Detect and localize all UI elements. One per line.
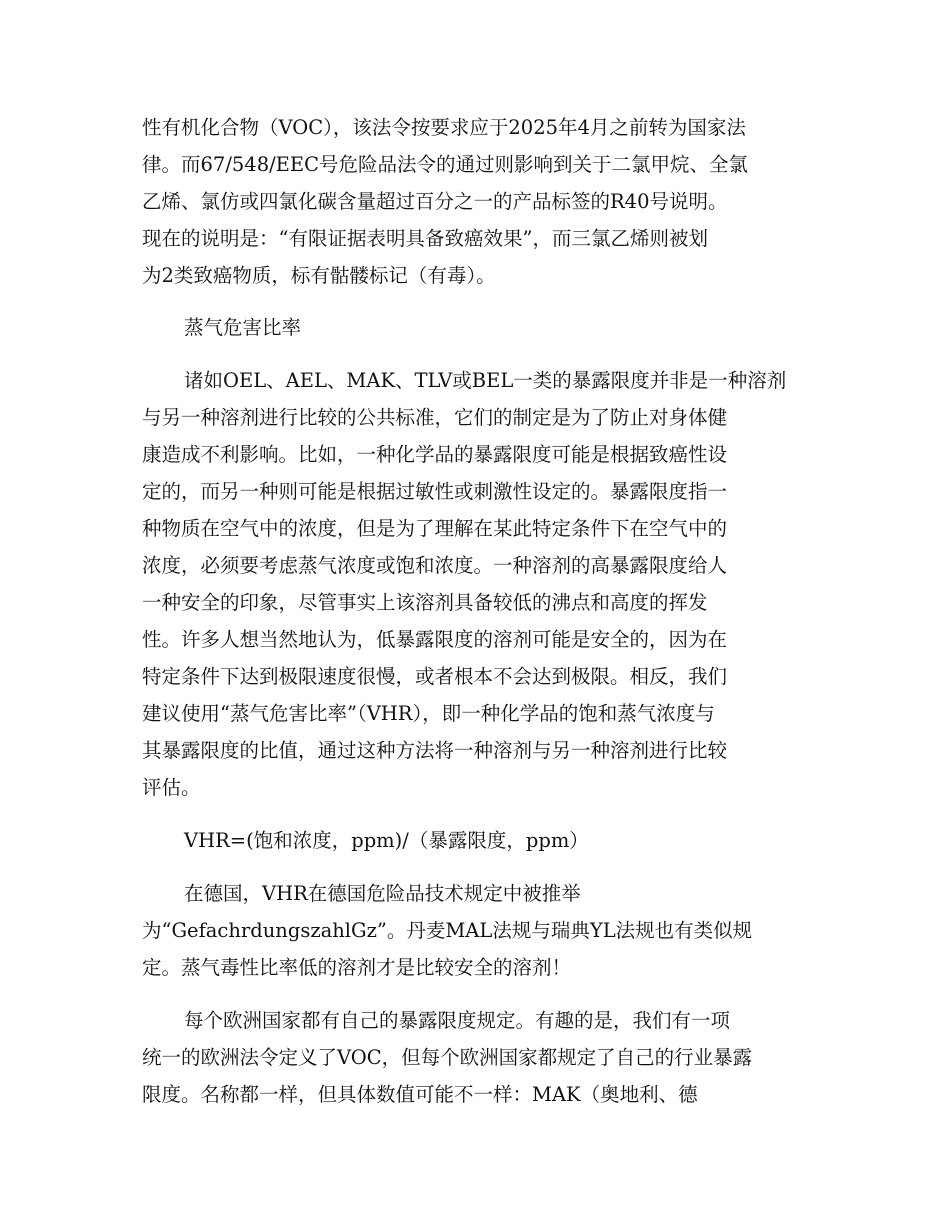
text-line: 一种安全的印象，尽管事实上该溶剂具备较低的沸点和高度的挥发 — [142, 591, 708, 614]
text-line: 评估。 — [142, 776, 201, 799]
text-line: 律。而67/548/EEC号危险品法令的通过则影响到关于二氯甲烷、全氯 — [142, 153, 749, 176]
text-line: 为2类致癌物质，标有骷髅标记（有毒）。 — [142, 264, 496, 287]
text-line: 与另一种溶剂进行比较的公共标准，它们的制定是为了防止对身体健 — [142, 406, 728, 429]
text-line: 浓度，必须要考虑蒸气浓度或饱和浓度。一种溶剂的高暴露限度给人 — [142, 554, 728, 577]
text-line: 诸如OEL、AEL、MAK、TLV或BEL一类的暴露限度并非是一种溶剂 — [184, 369, 787, 392]
text-line: 建议使用“蒸气危害比率”（VHR），即一种化学品的饱和蒸气浓度与 — [142, 702, 715, 725]
text-line: 定的，而另一种则可能是根据过敏性或刺激性设定的。暴露限度指一 — [142, 480, 728, 503]
text-line: 定。蒸气毒性比率低的溶剂才是比较安全的溶剂！ — [142, 956, 572, 979]
text-line: 为“GefachrdungszahlGz”。丹麦MAL法规与瑞典YL法规也有类似规 — [142, 919, 753, 942]
text-line: 特定条件下达到极限速度很慢，或者根本不会达到极限。相反，我们 — [142, 665, 728, 688]
text-line: 现在的说明是：“有限证据表明具备致癌效果”，而三氯乙烯则被划 — [142, 227, 708, 250]
section-heading: 蒸气危害比率 — [184, 316, 302, 339]
text-line: 每个欧洲国家都有自己的暴露限度规定。有趣的是，我们有一项 — [184, 1009, 731, 1032]
text-line: 种物质在空气中的浓度，但是为了理解在某此特定条件下在空气中的 — [142, 517, 728, 540]
text-line: 其暴露限度的比值，通过这种方法将一种溶剂与另一种溶剂进行比较 — [142, 739, 728, 762]
text-line: 统一的欧洲法令定义了VOC，但每个欧洲国家都规定了自己的行业暴露 — [142, 1046, 753, 1069]
text-line: 在德国，VHR在德国危险品技术规定中被推举 — [184, 882, 581, 905]
formula-line: VHR=(饱和浓度，ppm)/（暴露限度，ppm） — [184, 829, 589, 852]
text-line: 性。许多人想当然地认为，低暴露限度的溶剂可能是安全的，因为在 — [142, 628, 728, 651]
text-line: 乙烯、氯仿或四氯化碳含量超过百分之一的产品标签的R40号说明。 — [142, 190, 728, 213]
text-line: 限度。名称都一样，但具体数值可能不一样：MAK（奥地利、德 — [142, 1083, 698, 1106]
text-line: 性有机化合物（VOC），该法令按要求应于2025年4月之前转为国家法 — [142, 116, 746, 139]
text-line: 康造成不利影响。比如，一种化学品的暴露限度可能是根据致癌性设 — [142, 443, 728, 466]
